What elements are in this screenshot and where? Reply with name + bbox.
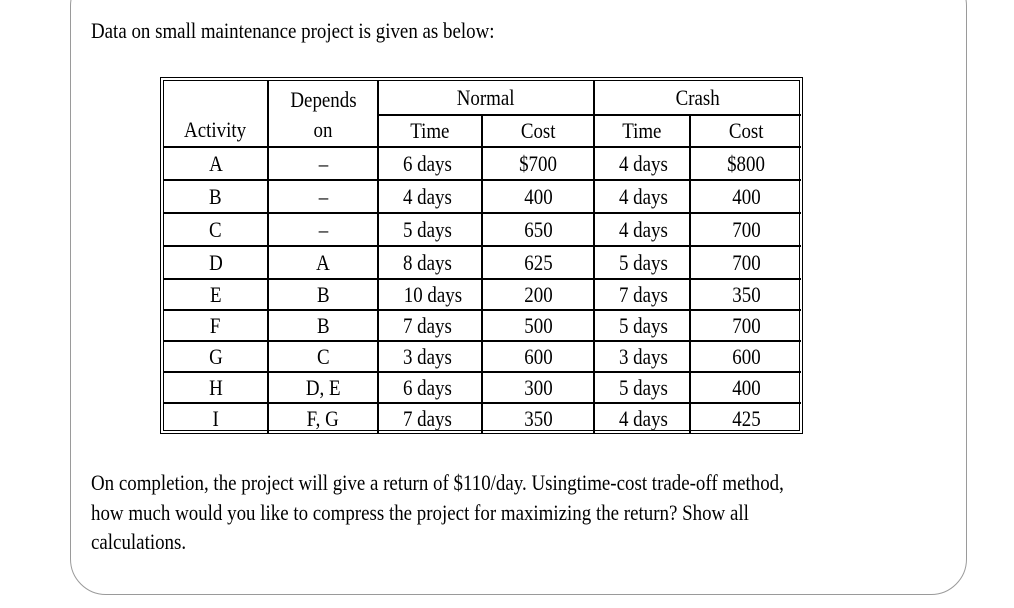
- cell-normal-cost: 625: [482, 246, 594, 279]
- cell-crash-cost: 700: [690, 246, 801, 279]
- cell-crash-cost: 600: [690, 341, 801, 372]
- cell-normal-time: 4 days: [378, 180, 482, 213]
- cell-crash-time: 4 days: [594, 180, 690, 213]
- cell-crash-time: 5 days: [594, 310, 690, 341]
- cell-crash-time: 3 days: [594, 341, 690, 372]
- cell-activity: A: [164, 147, 268, 180]
- cell-normal-cost: 300: [482, 372, 594, 403]
- cell-normal-time: 6 days: [378, 147, 482, 180]
- cell-depends: –: [268, 180, 378, 213]
- cell-crash-time: 5 days: [594, 372, 690, 403]
- question-line-3: calculations.: [91, 529, 187, 554]
- cell-normal-cost: $700: [482, 147, 594, 180]
- question-line-1: On completion, the project will give a return of $110/day. Usingtime-cost trade-off method,: [91, 470, 784, 495]
- cell-depends: C: [268, 341, 378, 372]
- cell-crash-time: 5 days: [594, 246, 690, 279]
- cell-crash-cost: 700: [690, 310, 801, 341]
- cell-normal-time: 3 days: [378, 341, 482, 372]
- table-row: [164, 213, 801, 246]
- table-row: [164, 279, 801, 310]
- table-row: [164, 180, 801, 213]
- table-row: [164, 403, 801, 434]
- table-row: [164, 310, 801, 341]
- cell-depends: –: [268, 213, 378, 246]
- cell-activity: H: [164, 372, 268, 403]
- cell-crash-cost: 400: [690, 180, 801, 213]
- cell-crash-cost: 400: [690, 372, 801, 403]
- cell-normal-time: 8 days: [378, 246, 482, 279]
- cell-crash-time: 4 days: [594, 147, 690, 180]
- depends-header-bottom: on: [268, 115, 378, 147]
- cell-depends: D, E: [268, 372, 378, 403]
- header-row-2: [164, 115, 801, 147]
- cell-crash-cost: 425: [690, 403, 801, 434]
- cell-activity: G: [164, 341, 268, 372]
- table-row: [164, 246, 801, 279]
- project-data-table: [164, 81, 801, 434]
- cell-crash-cost: 350: [690, 279, 801, 310]
- normal-group-header: Normal: [378, 81, 594, 115]
- depends-header-top: Depends: [268, 81, 378, 115]
- cell-depends: –: [268, 147, 378, 180]
- table-row: [164, 372, 801, 403]
- cell-normal-cost: 600: [482, 341, 594, 372]
- table-row: [164, 147, 801, 180]
- activity-header-top: [164, 81, 268, 115]
- cell-crash-time: 7 days: [594, 279, 690, 310]
- cell-depends: F, G: [268, 403, 378, 434]
- crash-time-header: Time: [594, 115, 690, 147]
- cell-normal-cost: 200: [482, 279, 594, 310]
- question-line-2: how much would you like to compress the project for maximizing the return? Show all: [91, 499, 749, 525]
- cell-normal-cost: 350: [482, 403, 594, 434]
- cell-normal-cost: 500: [482, 310, 594, 341]
- cell-crash-cost: 700: [690, 213, 801, 246]
- cell-normal-time: 10 days: [378, 279, 482, 310]
- cell-activity: C: [164, 213, 268, 246]
- cell-crash-cost: $800: [690, 147, 801, 180]
- normal-cost-header: Cost: [482, 115, 594, 147]
- cell-normal-cost: 650: [482, 213, 594, 246]
- cell-normal-time: 7 days: [378, 403, 482, 434]
- cell-depends: A: [268, 246, 378, 279]
- cell-normal-cost: 400: [482, 180, 594, 213]
- cell-normal-time: 7 days: [378, 310, 482, 341]
- crash-cost-header: Cost: [690, 115, 801, 147]
- table-row: [164, 341, 801, 372]
- normal-time-header: Time: [378, 115, 482, 147]
- intro-text: Data on small maintenance project is given as below:: [91, 18, 495, 43]
- activity-header: Activity: [164, 115, 268, 147]
- project-data-table-frame: [160, 77, 803, 434]
- cell-activity: E: [164, 279, 268, 310]
- cell-activity: D: [164, 246, 268, 279]
- cell-activity: B: [164, 180, 268, 213]
- header-row-1: [164, 81, 801, 115]
- crash-group-header: Crash: [594, 81, 801, 115]
- question-text: [91, 468, 951, 557]
- cell-activity: I: [164, 403, 268, 434]
- cell-depends: B: [268, 279, 378, 310]
- cell-crash-time: 4 days: [594, 403, 690, 434]
- cell-activity: F: [164, 310, 268, 341]
- cell-normal-time: 6 days: [378, 372, 482, 403]
- cell-crash-time: 4 days: [594, 213, 690, 246]
- cell-normal-time: 5 days: [378, 213, 482, 246]
- cell-depends: B: [268, 310, 378, 341]
